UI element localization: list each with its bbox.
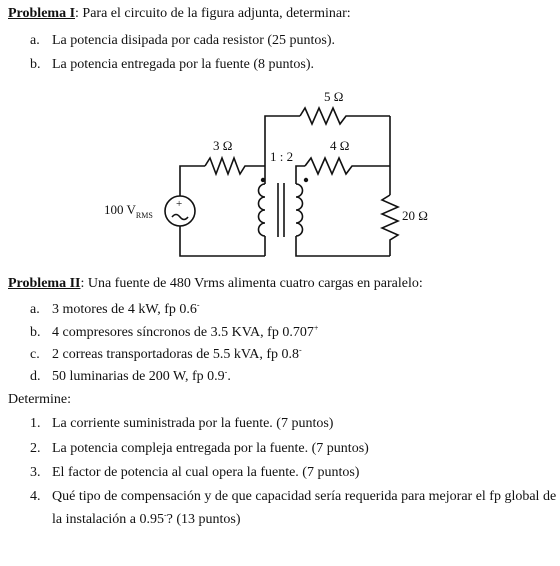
list-marker: 2.: [30, 441, 41, 456]
determine-label: Determine:: [8, 392, 71, 407]
list-marker: b.: [30, 57, 41, 72]
list-text: La potencia entregada por la fuente (8 puntos).: [52, 57, 315, 72]
resistor-4-ohm-label: 4 Ω: [330, 138, 350, 153]
determine-item-4-continuation: la instalación a 0.95-? (13 puntos): [52, 510, 241, 527]
polarity-dot: [304, 178, 308, 182]
list-text: 3 motores de 4 kW, fp 0.6-: [52, 300, 200, 317]
resistor-5-ohm: [300, 108, 390, 124]
list-marker: c.: [30, 347, 40, 362]
transformer-ratio-label: 1 : 2: [270, 149, 294, 164]
problem1-label: Problema I: [8, 6, 76, 21]
list-text: La potencia compleja entregada por la fuente. (7 puntos): [52, 441, 369, 456]
source-plus-sign: +: [176, 198, 183, 210]
list-text: 50 luminarias de 200 W, fp 0.9-.: [52, 367, 231, 384]
resistor-20-ohm: [382, 195, 398, 256]
list-text: La corriente suministrada por la fuente. (7 puntos): [52, 416, 334, 431]
source-value-label: 100 $V_{RMS}$: [104, 202, 153, 220]
transformer-primary-coil: [259, 184, 265, 236]
list-marker: 3.: [30, 465, 41, 480]
list-text: Qué tipo de compensación y de que capacidad sería requerida para mejorar el fp global de: [52, 489, 557, 504]
list-marker: 1.: [30, 416, 41, 431]
problem2-heading: [8, 276, 423, 292]
resistor-5-ohm-label: 5 Ω: [324, 89, 344, 104]
list-text: 4 compresores síncronos de 3.5 KVA, fp 0.707+: [52, 323, 319, 340]
problem1-intro: : Para el circuito de la figura adjunta, determinar:: [75, 6, 351, 21]
resistor-20-ohm-label: 20 Ω: [402, 208, 428, 223]
list-text: El factor de potencia al cual opera la fuente. (7 puntos): [52, 465, 360, 480]
resistor-3-ohm-label: 3 Ω: [213, 138, 233, 153]
polarity-dot: [261, 178, 265, 182]
list-marker: b.: [30, 325, 41, 340]
problem2-label: Problema II: [8, 276, 81, 291]
list-marker: a.: [30, 302, 40, 317]
list-marker: a.: [30, 33, 40, 48]
list-marker: d.: [30, 369, 41, 384]
list-text: 2 correas transportadoras de 5.5 kVA, fp 0.8-: [52, 345, 302, 362]
resistor-3-ohm: [205, 158, 265, 174]
transformer-secondary-coil: [296, 184, 303, 236]
resistor-4-ohm: [305, 158, 390, 174]
problem2-intro: : Una fuente de 480 Vrms alimenta cuatro cargas en paralelo:: [80, 276, 423, 291]
list-marker: 4.: [30, 489, 41, 504]
list-text: La potencia disipada por cada resistor (25 puntos).: [52, 33, 336, 48]
